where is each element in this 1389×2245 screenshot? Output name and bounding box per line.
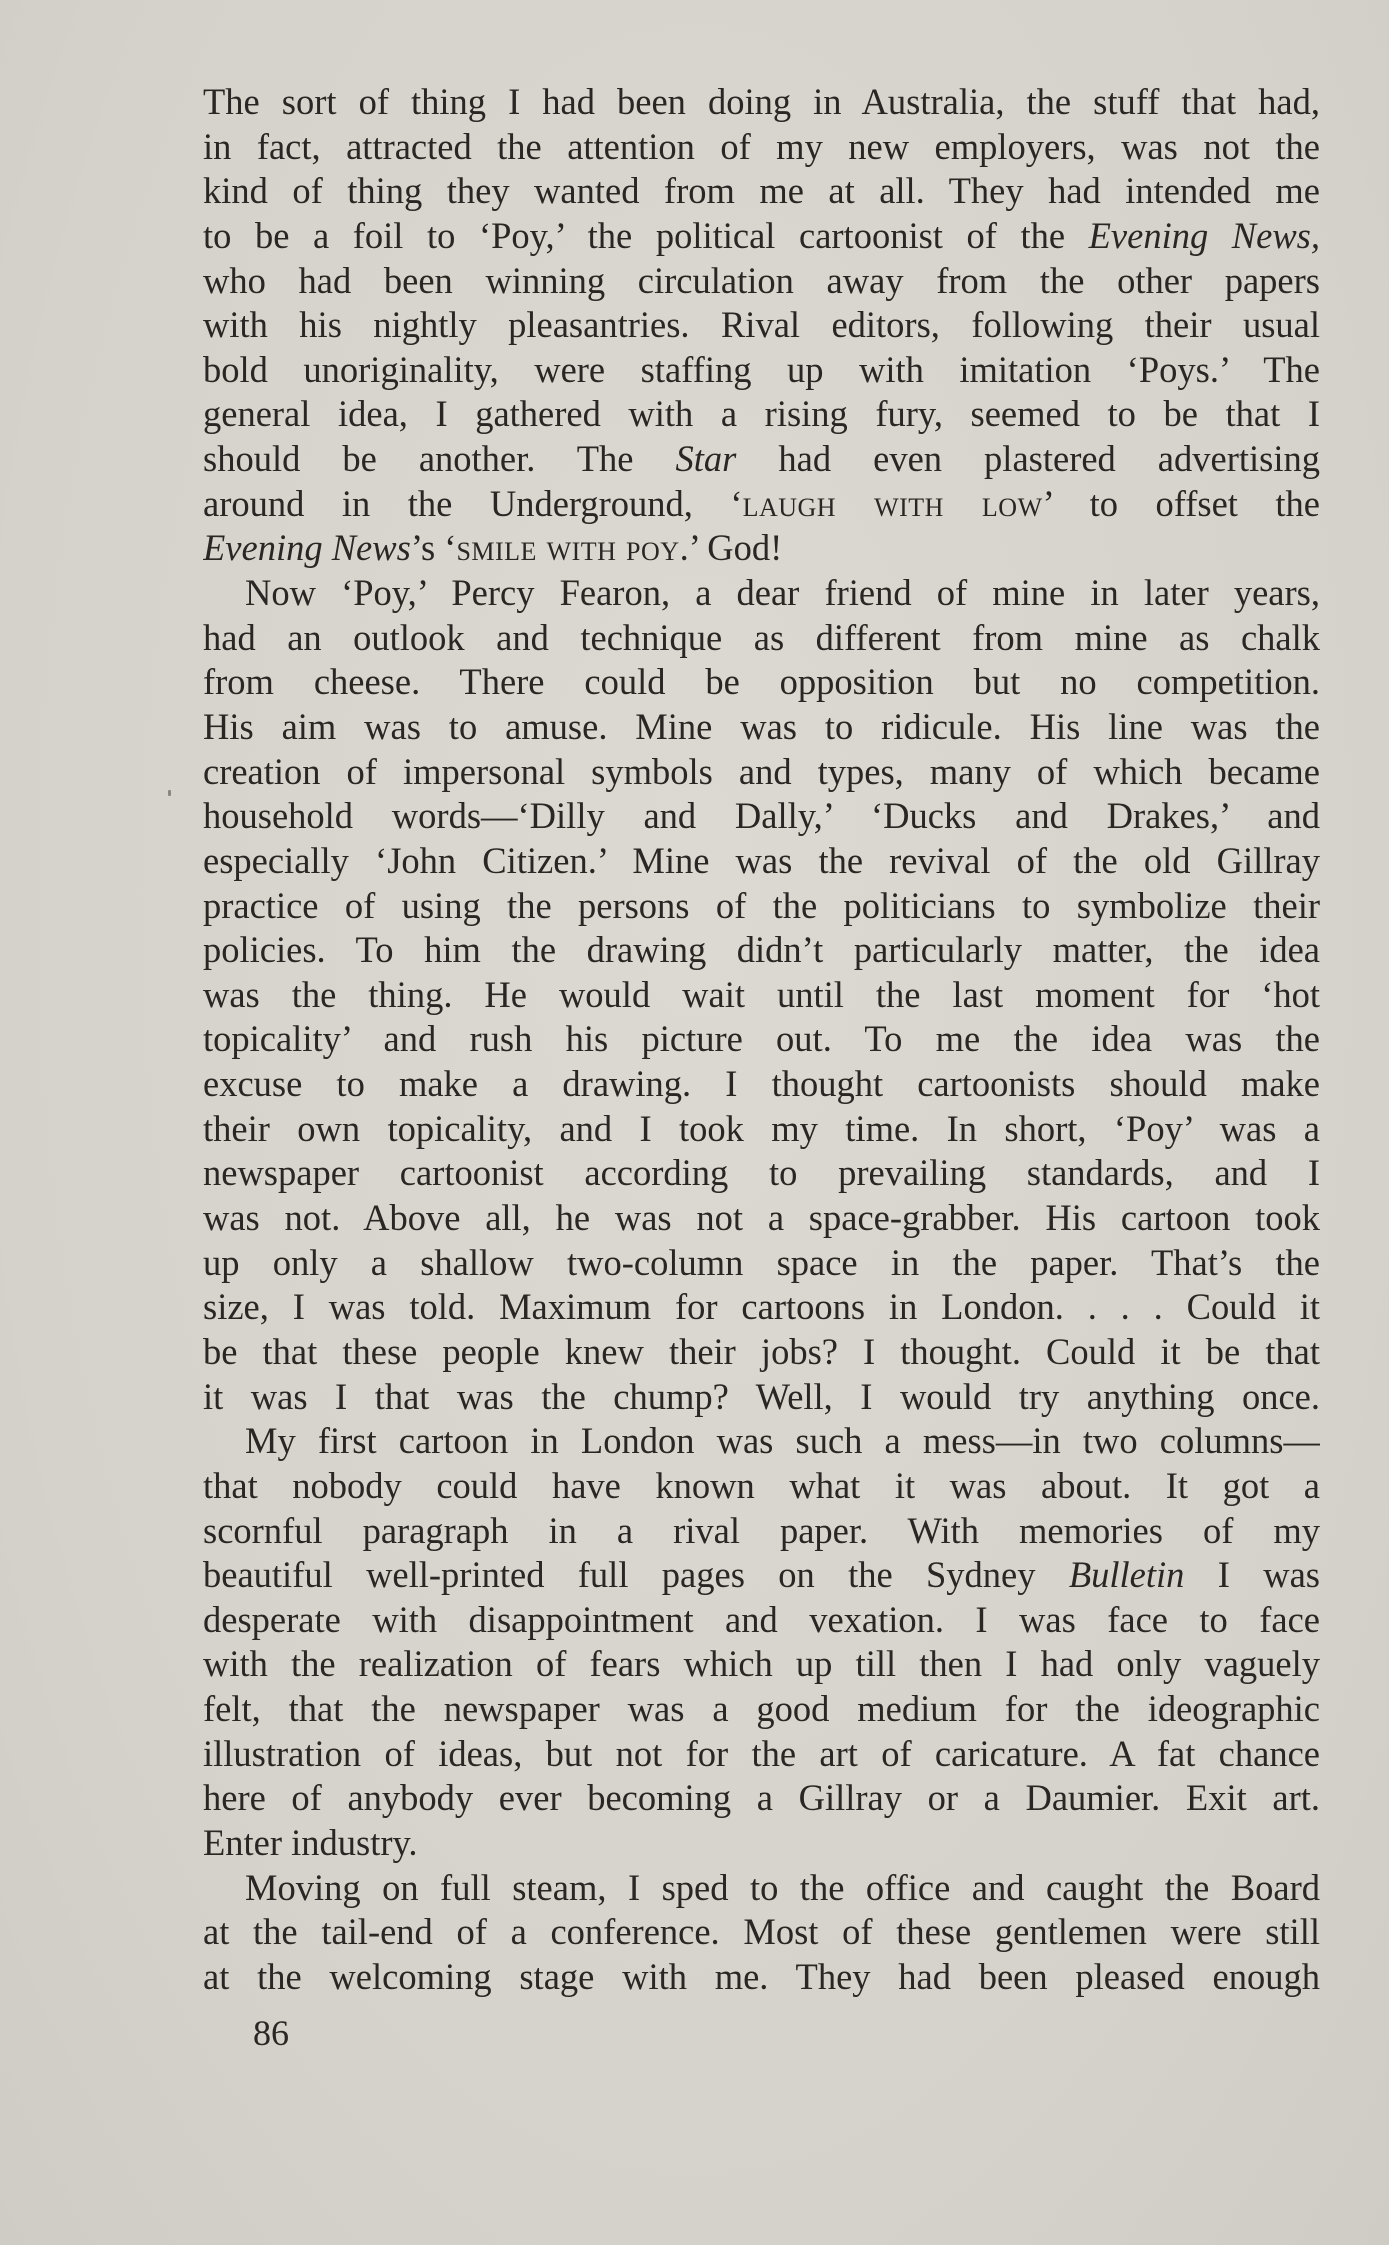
line-text: that nobody could have known what it was about. It got a <box>203 1464 1320 1506</box>
text-line <box>203 259 1320 304</box>
line-text: around in the Underground, ‘ <box>203 482 743 524</box>
italic-text: Bulletin <box>1068 1554 1185 1596</box>
line-text: in fact, attracted the attention of my new employers, was not the <box>203 125 1320 167</box>
text-line <box>203 392 1320 437</box>
body-text <box>203 80 1320 2000</box>
text-line <box>203 125 1320 170</box>
text-line <box>203 660 1320 705</box>
page-number: 86 <box>253 2013 289 2053</box>
text-line <box>203 1196 1320 1241</box>
text-line <box>203 884 1320 929</box>
text-line <box>203 794 1320 839</box>
text-line <box>203 616 1320 661</box>
text-line <box>203 214 1320 259</box>
line-text: especially ‘John Citizen.’ Mine was the revival of the old Gillray <box>203 839 1320 881</box>
text-line <box>203 1062 1320 1107</box>
text-line <box>203 303 1320 348</box>
line-text: was the thing. He would wait until the last moment for ‘hot <box>203 973 1320 1015</box>
text-line <box>203 1509 1320 1554</box>
text-line <box>203 437 1320 482</box>
text-line <box>203 169 1320 214</box>
line-text: here of anybody ever becoming a Gillray or a Daumier. Exit art. <box>203 1777 1320 1819</box>
text-line <box>203 1553 1320 1598</box>
line-text: Now ‘Poy,’ Percy Fearon, a dear friend of mine in later years, <box>245 572 1320 614</box>
text-line <box>203 348 1320 393</box>
line-text: illustration of ideas, but not for the art of caricature. A fat chance <box>203 1732 1320 1774</box>
line-text: topicality’ and rush his picture out. To me the idea was the <box>203 1018 1320 1060</box>
line-text: from cheese. There could be opposition but no competition. <box>203 661 1320 703</box>
line-text: Enter industry. <box>203 1821 418 1863</box>
text-line <box>203 1866 1320 1911</box>
line-text: His aim was to amuse. Mine was to ridicule. His line was the <box>203 705 1320 747</box>
line-text: at the tail-end of a conference. Most of these gentlemen were still <box>203 1911 1320 1953</box>
line-text: creation of impersonal symbols and types, many of which became <box>203 750 1320 792</box>
text-line <box>203 1687 1320 1732</box>
line-text: policies. To him the drawing didn’t particularly matter, the idea <box>203 929 1320 971</box>
text-line <box>203 526 1320 571</box>
line-text: desperate with disappointment and vexation. I was face to face <box>203 1598 1320 1640</box>
line-text: felt, that the newspaper was a good medium for the ideographic <box>203 1688 1320 1730</box>
line-text: beautiful well-printed full pages on the Sydney <box>203 1554 1069 1596</box>
line-text: ’ to offset the <box>1042 482 1320 524</box>
margin-speck <box>168 790 171 796</box>
text-line <box>203 1598 1320 1643</box>
line-text: had even plastered advertising <box>736 438 1320 480</box>
italic-text: Evening News, <box>1088 214 1320 256</box>
text-line <box>203 1017 1320 1062</box>
line-text: I was <box>1184 1554 1320 1596</box>
line-text: had an outlook and technique as different from mine as chalk <box>203 616 1320 658</box>
line-text: general idea, I gathered with a rising fury, seemed to be that I <box>203 393 1320 435</box>
line-text: My first cartoon in London was such a mess—in two columns— <box>245 1420 1320 1462</box>
line-text: up only a shallow two-column space in the paper. That’s the <box>203 1241 1320 1283</box>
line-text: excuse to make a drawing. I thought cartoonists should make <box>203 1063 1320 1105</box>
text-line <box>203 1642 1320 1687</box>
text-line <box>203 973 1320 1018</box>
text-line <box>203 839 1320 884</box>
line-text: bold unoriginality, were staffing up with imitation ‘Poys.’ The <box>203 348 1320 390</box>
text-line <box>203 1241 1320 1286</box>
line-text: it was I that was the chump? Well, I would try anything once. <box>203 1375 1320 1417</box>
line-text: their own topicality, and I took my time. In short, ‘Poy’ was a <box>203 1107 1320 1149</box>
text-line <box>203 705 1320 750</box>
line-text: was not. Above all, he was not a space-grabber. His cartoon took <box>203 1197 1320 1239</box>
line-text: who had been winning circulation away from the other papers <box>203 259 1320 301</box>
text-line <box>203 482 1320 527</box>
text-line <box>203 1107 1320 1152</box>
text-line <box>203 1464 1320 1509</box>
text-line <box>203 1330 1320 1375</box>
line-text: scornful paragraph in a rival paper. With memories of my <box>203 1509 1320 1551</box>
text-line <box>203 1375 1320 1420</box>
text-line <box>203 1285 1320 1330</box>
line-text: size, I was told. Maximum for cartoons in London. . . . Could it <box>203 1286 1320 1328</box>
text-line <box>203 1151 1320 1196</box>
line-text: should be another. The <box>203 438 676 480</box>
line-text: practice of using the persons of the politicians to symbolize their <box>203 884 1320 926</box>
line-text: kind of thing they wanted from me at all. They had intended me <box>203 170 1320 212</box>
line-text: be that these people knew their jobs? I thought. Could it be that <box>203 1330 1320 1372</box>
line-text: with his nightly pleasantries. Rival editors, following their usual <box>203 304 1320 346</box>
line-text: newspaper cartoonist according to prevailing standards, and I <box>203 1152 1320 1194</box>
text-line <box>203 1776 1320 1821</box>
line-text: to be a foil to ‘Poy,’ the political cartoonist of the <box>203 214 1089 256</box>
text-line <box>203 928 1320 973</box>
italic-text: Star <box>675 438 737 480</box>
line-text: with the realization of fears which up till then I had only vaguely <box>203 1643 1320 1685</box>
line-text: at the welcoming stage with me. They had been pleased enough <box>203 1955 1320 1997</box>
text-line <box>203 1955 1320 2000</box>
line-text: .’ God! <box>679 527 783 569</box>
small-caps-text: laugh with low <box>742 482 1043 524</box>
text-line <box>203 1732 1320 1777</box>
text-line <box>203 80 1320 125</box>
text-line <box>203 1910 1320 1955</box>
line-text: Moving on full steam, I sped to the office and caught the Board <box>245 1866 1320 1908</box>
text-line <box>203 750 1320 795</box>
text-line <box>203 1419 1320 1464</box>
small-caps-text: smile with poy <box>456 527 680 569</box>
text-line <box>203 1821 1320 1866</box>
line-text: ’s ‘ <box>410 527 457 569</box>
line-text: household words—‘Dilly and Dally,’ ‘Ducks and Drakes,’ and <box>203 795 1320 837</box>
text-line <box>203 571 1320 616</box>
italic-text: Evening News <box>203 527 411 569</box>
line-text: The sort of thing I had been doing in Australia, the stuff that had, <box>203 81 1320 122</box>
